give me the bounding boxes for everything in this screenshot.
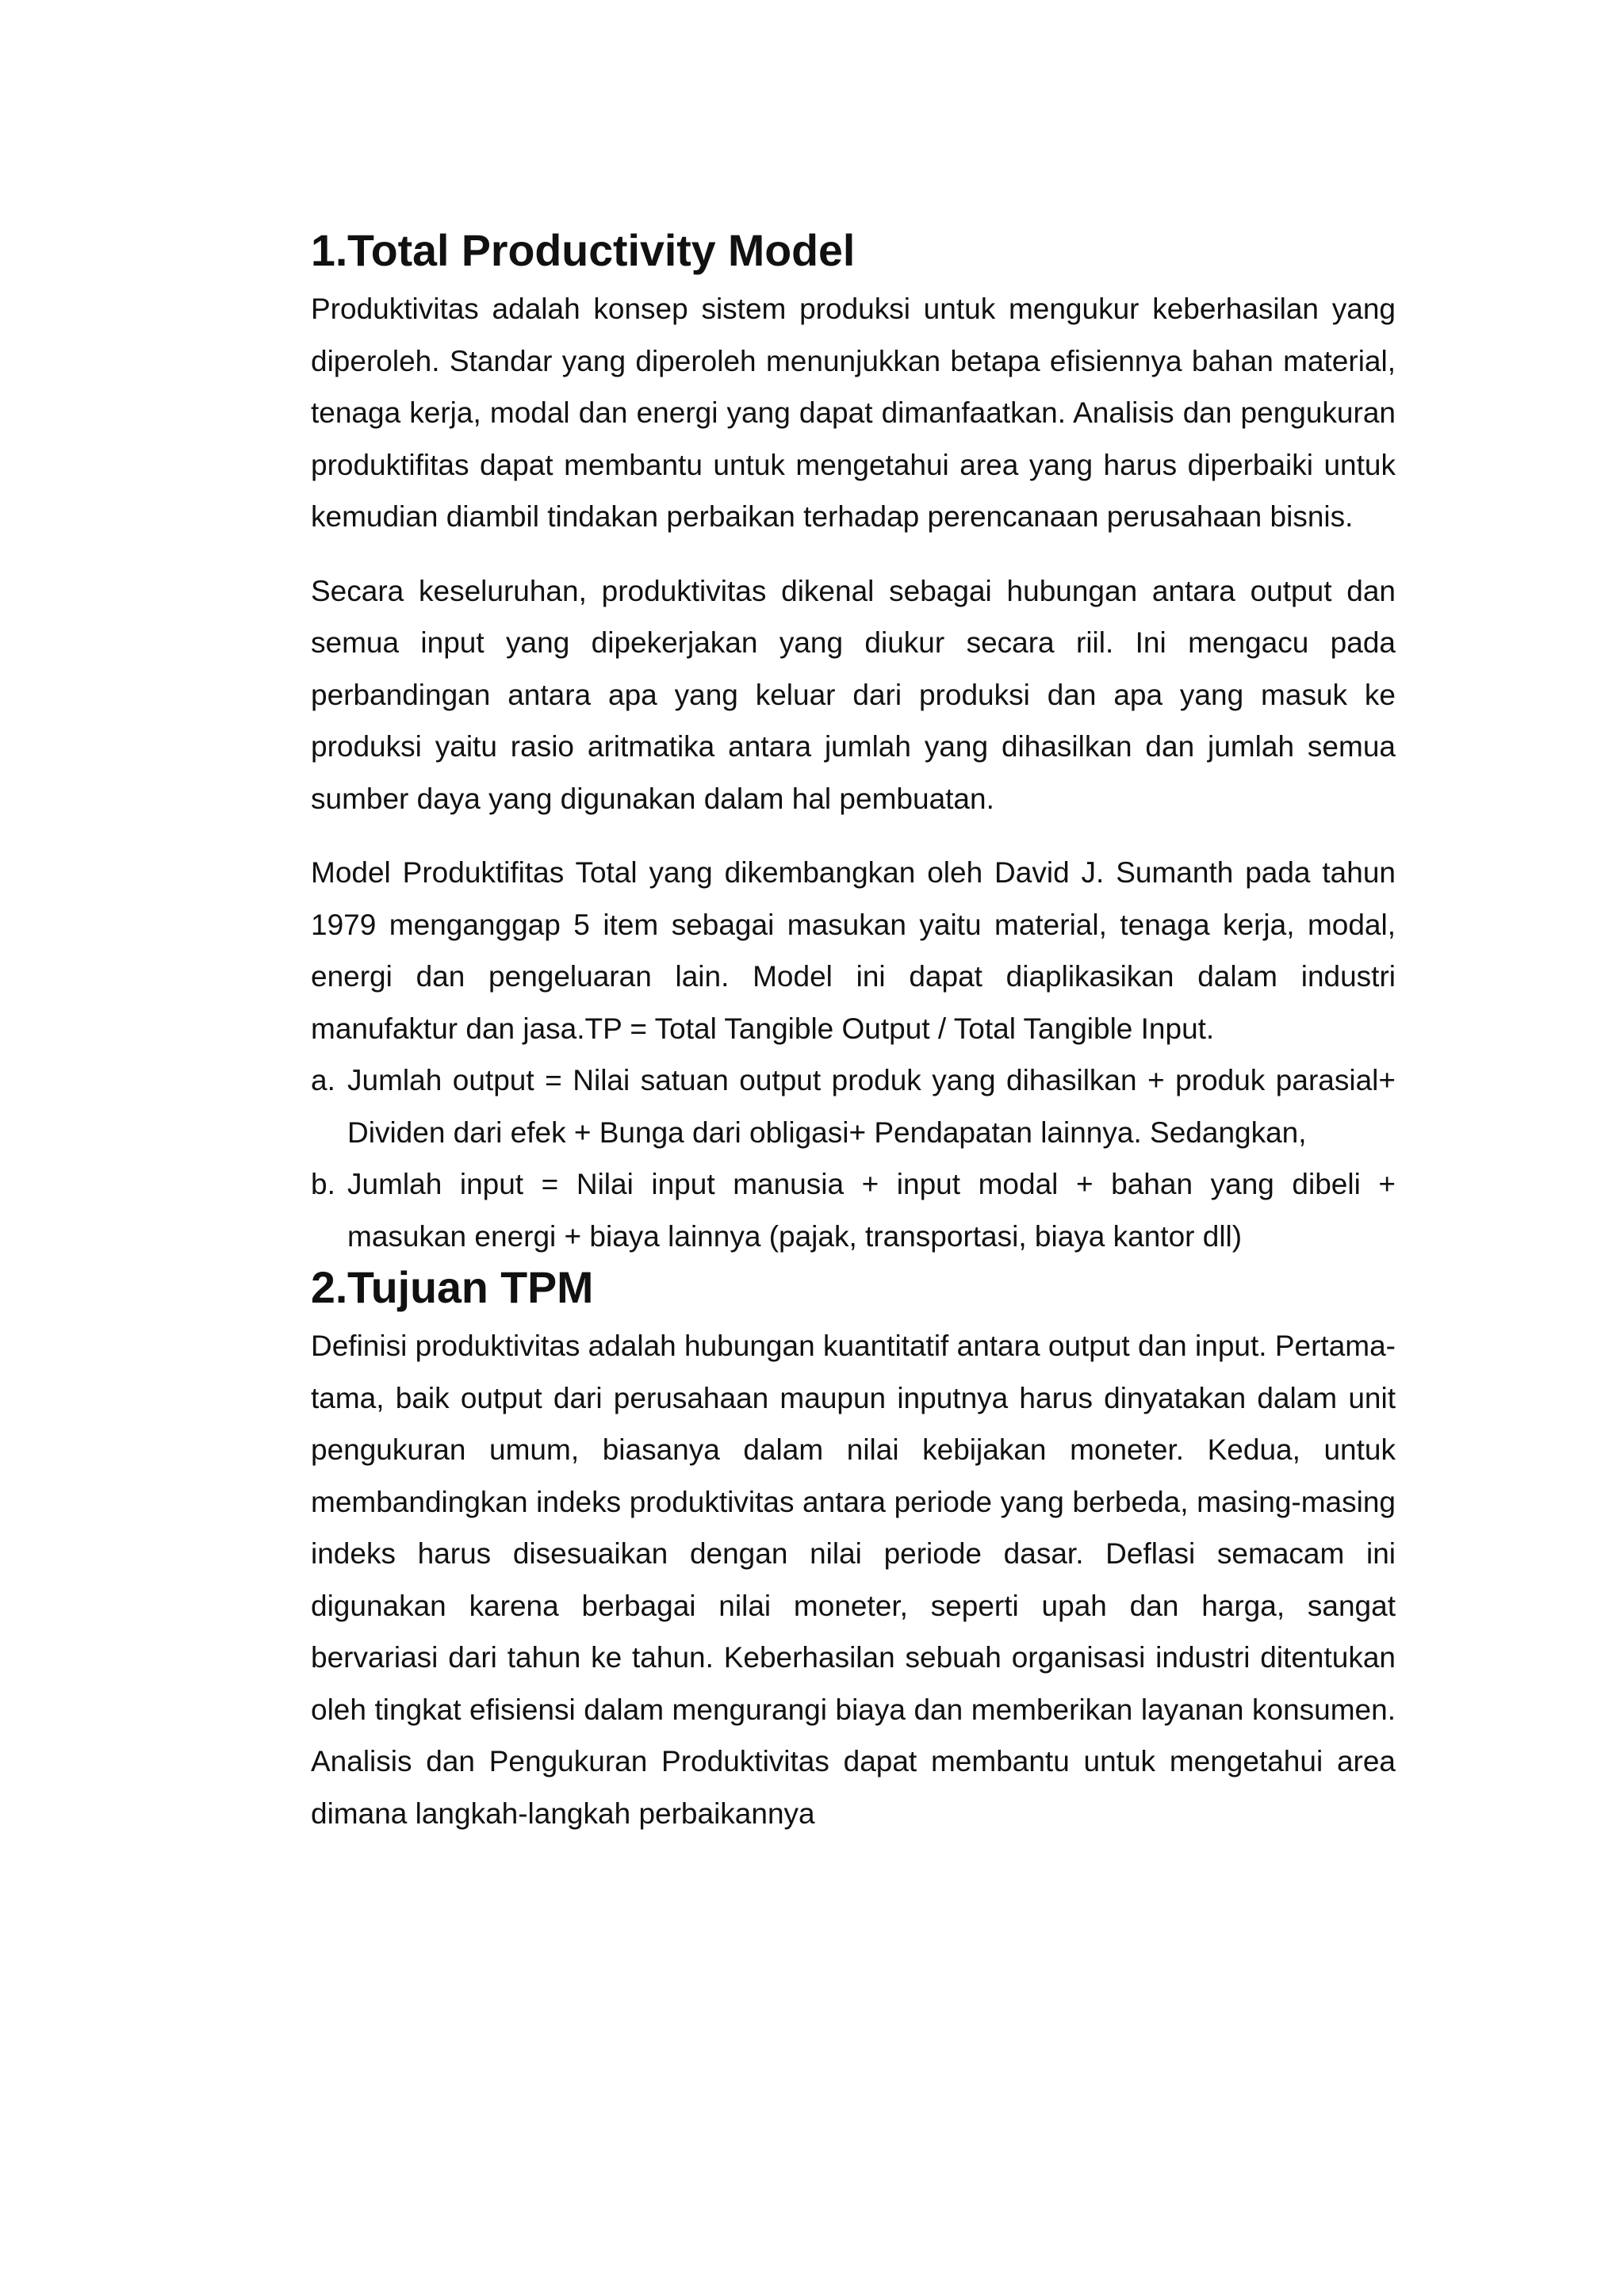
list-marker-a: a.	[311, 1064, 335, 1096]
section-1-heading	[311, 225, 1396, 277]
paragraph-total-productivity-model: Model Produktifitas Total yang dikembangkan oleh David J. Sumanth pada tahun 1979 menganggap 5 item sebagai masukan yaitu material, tenaga kerja, modal, energi dan pengeluaran lain. Model ini dapat diaplikasikan dalam industri manufaktur dan jasa.TP = Total Tangible Output / Total Tangible Input.	[311, 856, 1396, 1045]
list-text-input: Jumlah input = Nilai input manusia + input modal + bahan yang dibeli + masukan energi + biaya lainnya (pajak, transportasi, biaya kantor dll)	[347, 1168, 1396, 1253]
paragraph-productivity-overall: Secara keseluruhan, produktivitas dikenal sebagai hubungan antara output dan semua input yang dipekerjakan yang diukur secara riil. Ini mengacu pada perbandingan antara apa yang keluar dari produksi dan apa yang masuk ke produksi yaitu rasio aritmatika antara jumlah yang dihasilkan dan jumlah semua sumber daya yang digunakan dalam hal pembuatan.	[311, 574, 1396, 815]
section-1-title: Total Productivity Model	[347, 226, 856, 275]
paragraph-productivity-definition: Produktivitas adalah konsep sistem produksi untuk mengukur keberhasilan yang diperoleh. Standar yang diperoleh menunjukkan betapa efisiennya bahan material, tenaga kerja, modal dan energi yang dapat dimanfaatkan. Analisis dan pengukuran produktifitas dapat membantu untuk mengetahui area yang harus diperbaiki untuk kemudian diambil tindakan perbaikan terhadap perencanaan perusahaan bisnis.	[311, 293, 1396, 533]
section-2-title: Tujuan TPM	[347, 1263, 594, 1312]
list-text-output: Jumlah output = Nilai satuan output produk yang dihasilkan + produk parasial+ Dividen dari efek + Bunga dari obligasi+ Pendapatan lainnya. Sedangkan,	[347, 1064, 1396, 1149]
list-item-input	[311, 1158, 1396, 1262]
document-page	[311, 225, 1396, 1839]
list-marker-b: b.	[311, 1168, 335, 1200]
section-2-number: 2.	[311, 1263, 348, 1312]
list-item-output	[311, 1054, 1396, 1158]
paragraph-tpm-goal: Definisi produktivitas adalah hubungan kuantitatif antara output dan input. Pertama-tama, baik output dari perusahaan maupun inputnya harus dinyatakan dalam unit pengukuran umum, biasanya dalam nilai kebijakan moneter. Kedua, untuk membandingkan indeks produktivitas antara periode yang berbeda, masing-masing indeks harus disesuaikan dengan nilai periode dasar. Deflasi semacam ini digunakan karena berbagai nilai moneter, seperti upah dan harga, sangat bervariasi dari tahun ke tahun. Keberhasilan sebuah organisasi industri ditentukan oleh tingkat efisiensi dalam mengurangi biaya dan memberikan layanan konsumen. Analisis dan Pengukuran Produktivitas dapat membantu untuk mengetahui area dimana langkah-langkah perbaikannya	[311, 1330, 1396, 1830]
section-2-heading	[311, 1262, 1396, 1314]
section-1-number: 1.	[311, 226, 348, 275]
